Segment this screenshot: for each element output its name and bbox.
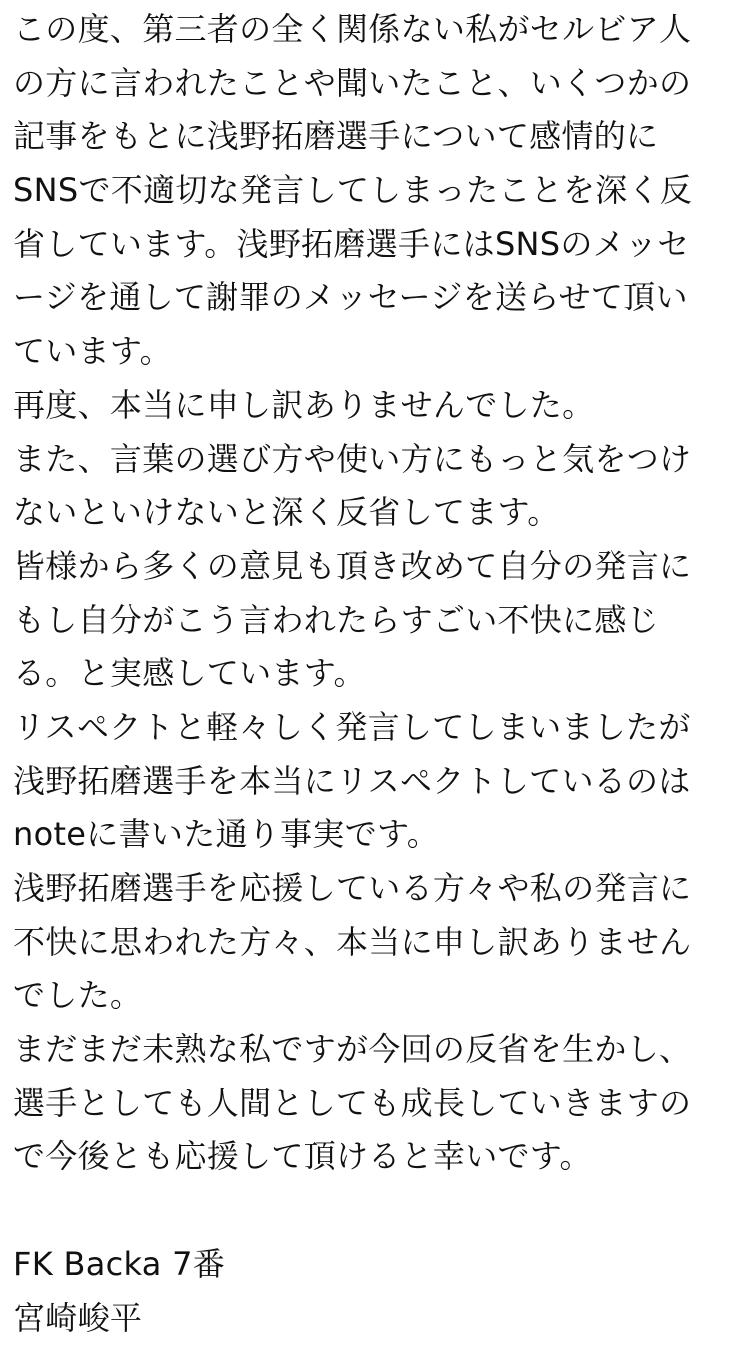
statement-line: 皆様から多くの意見も頂き改めて自分の発言に [13,540,733,594]
statement-line: 記事をもとに浅野拓磨選手について感情的に [13,110,733,164]
statement-line: 不快に思われた方々、本当に申し訳ありません [13,916,733,970]
statement-line: ないといけないと深く反省してます。 [13,486,733,540]
statement-line: でした。 [13,969,733,1023]
statement-line: リスペクトと軽々しく発言してしまいましたが [13,701,733,755]
apology-statement [13,3,733,1345]
statement-line: で今後とも応援して頂けると幸いです。 [13,1130,733,1184]
signature-team: FK Backa 7番 [13,1238,733,1292]
blank-line [13,1184,733,1238]
statement-line: 浅野拓磨選手を応援している方々や私の発言に [13,862,733,916]
statement-line: ています。 [13,325,733,379]
statement-line: 再度、本当に申し訳ありませんでした。 [13,379,733,433]
statement-line: noteに書いた通り事実です。 [13,808,733,862]
statement-line: この度、第三者の全く関係ない私がセルビア人 [13,3,733,57]
signature-name: 宮崎峻平 [13,1292,733,1345]
statement-line: また、言葉の選び方や使い方にもっと気をつけ [13,433,733,487]
statement-line: ージを通して謝罪のメッセージを送らせて頂い [13,271,733,325]
statement-line: SNSで不適切な発言してしまったことを深く反 [13,164,733,218]
statement-line: まだまだ未熟な私ですが今回の反省を生かし、 [13,1023,733,1077]
statement-line: の方に言われたことや聞いたこと、いくつかの [13,57,733,111]
statement-line: 選手としても人間としても成長していきますの [13,1077,733,1131]
statement-line: 浅野拓磨選手を本当にリスペクトしているのは [13,755,733,809]
statement-line: もし自分がこう言われたらすごい不快に感じ [13,594,733,648]
statement-line: る。と実感しています。 [13,647,733,701]
statement-line: 省しています。浅野拓磨選手にはSNSのメッセ [13,218,733,272]
